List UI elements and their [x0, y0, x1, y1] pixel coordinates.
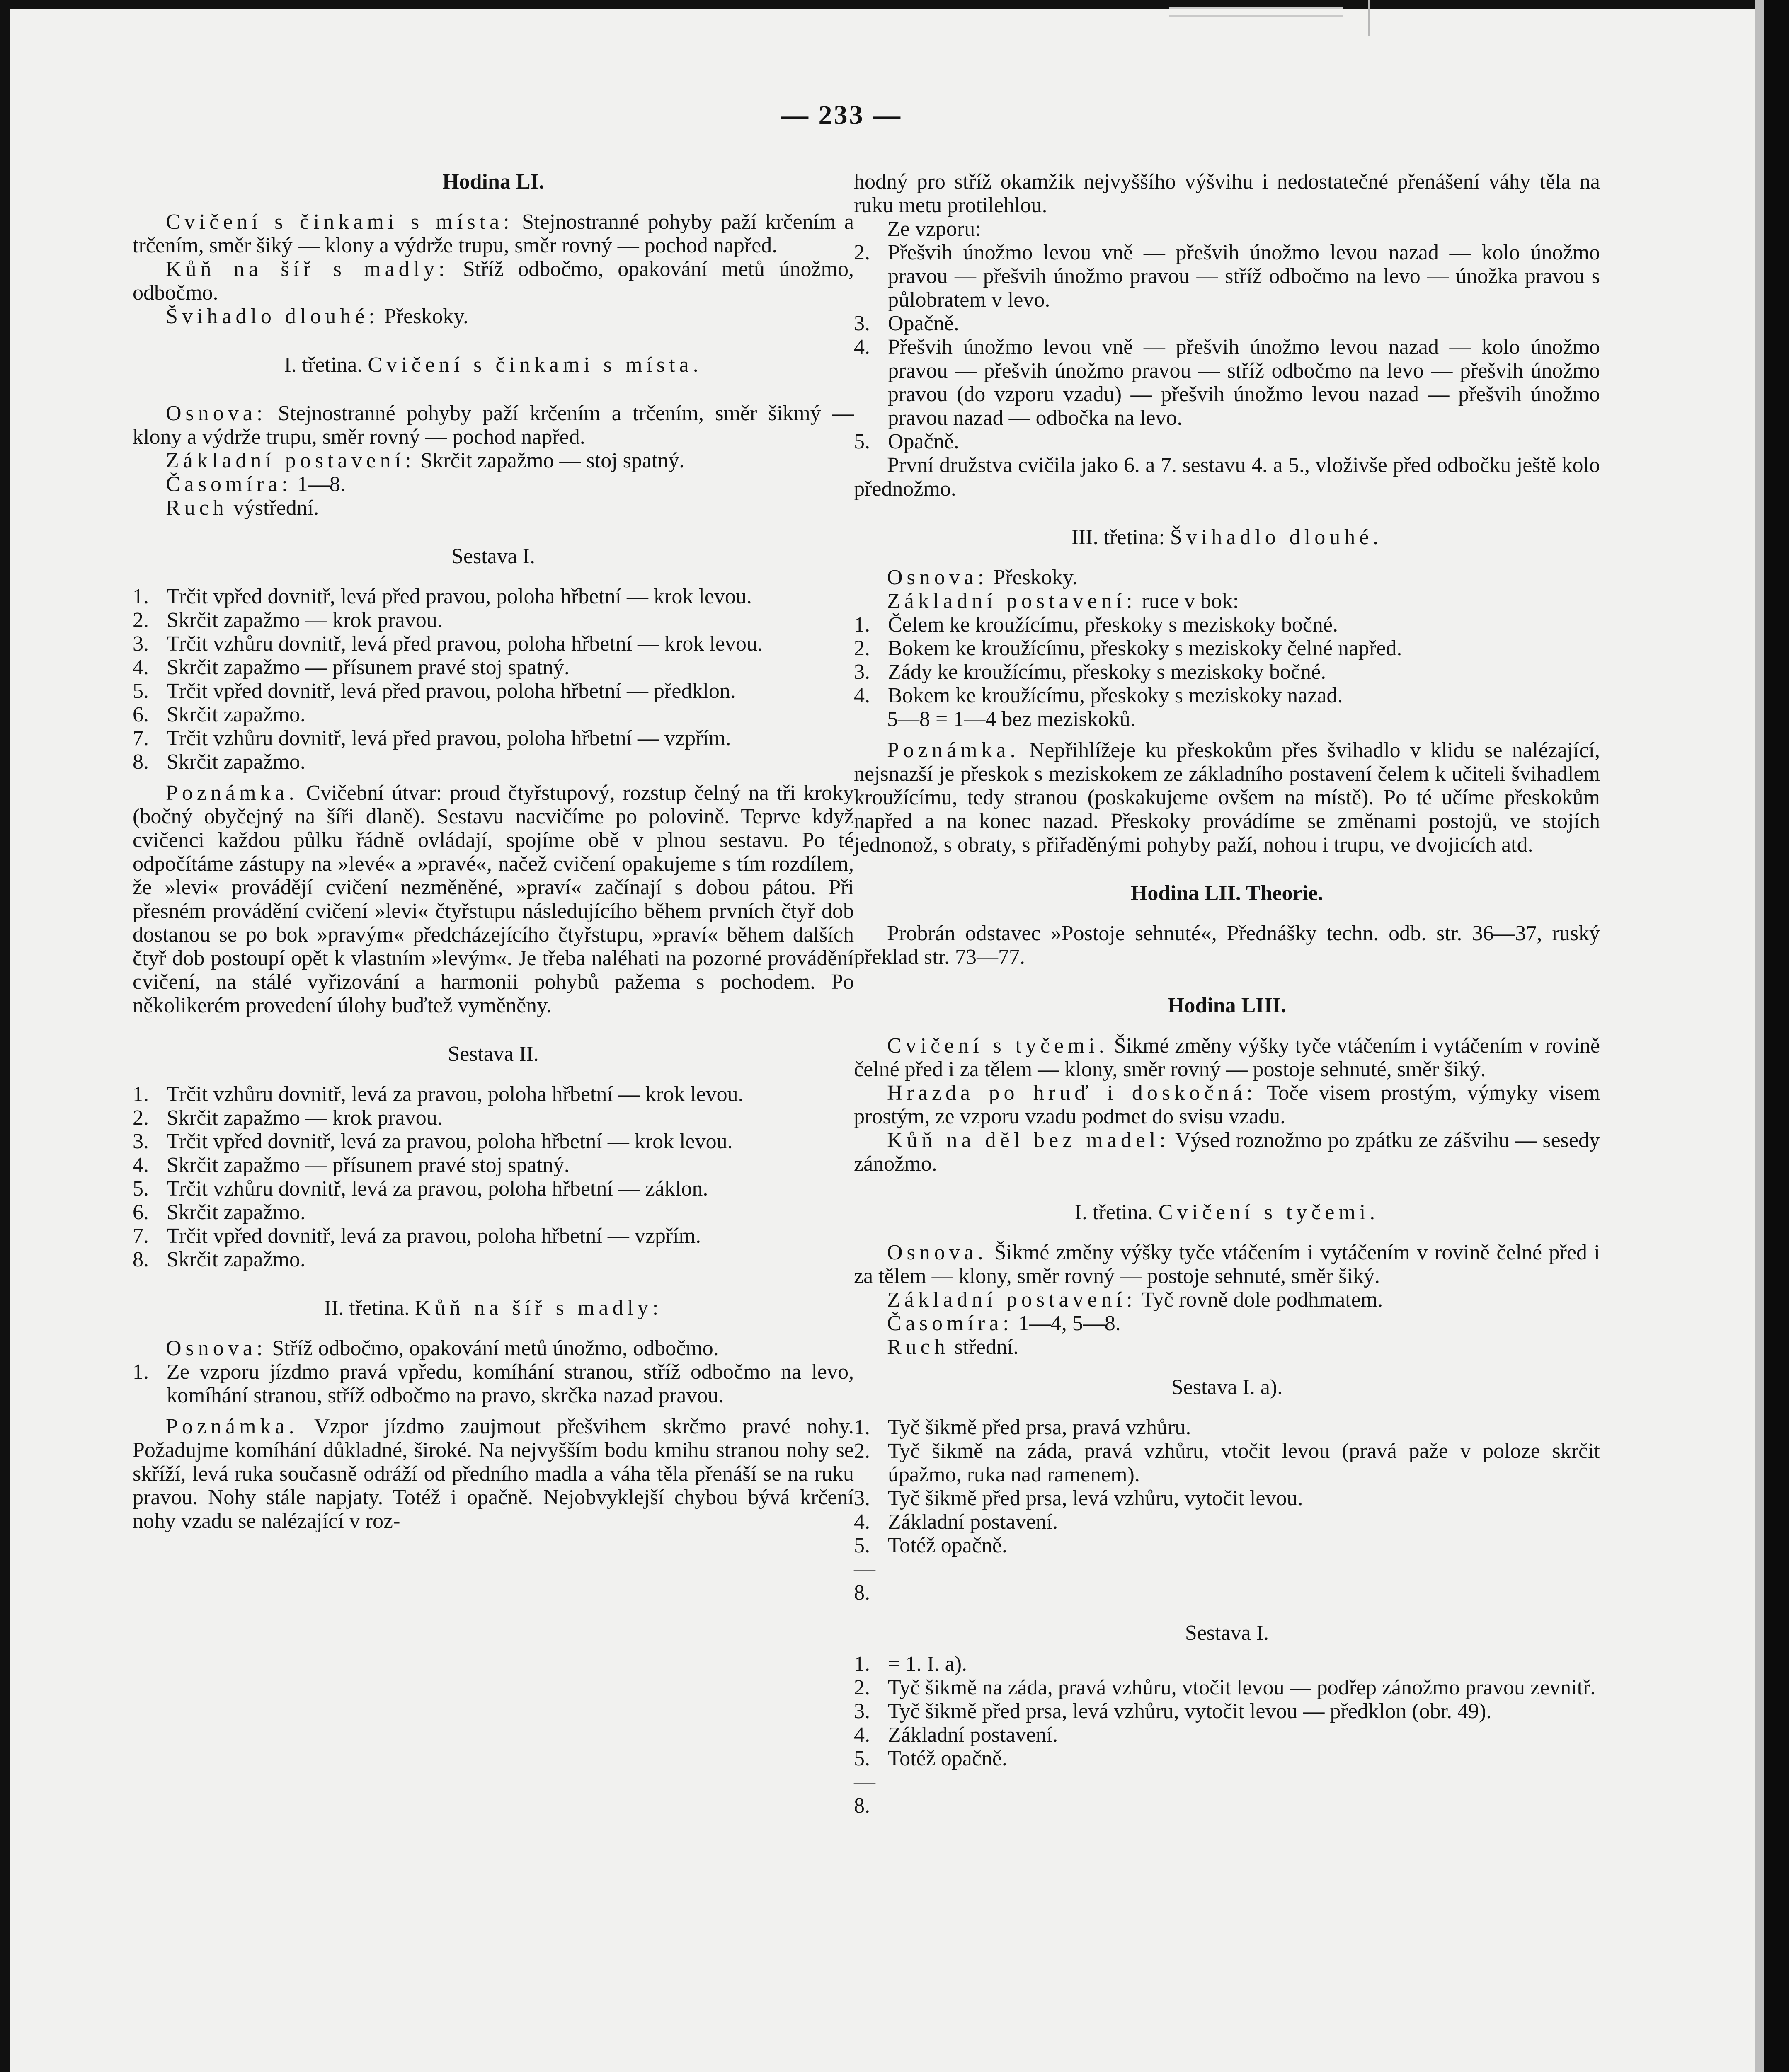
- third-2-title: Kůň na šíř s madly:: [415, 1296, 663, 1320]
- third-1-title: Cvičení s činkami s místa.: [368, 353, 703, 377]
- list-item-number: 5.—8.: [854, 1747, 875, 1818]
- list-item-text: Trčit vpřed dovnitř, levá za pravou, poloha hřbetní — krok levou.: [167, 1130, 733, 1153]
- third-l3-prefix: I. třetina.: [1074, 1201, 1153, 1224]
- intro-text-3: Přeskoky.: [384, 305, 469, 328]
- list-item-text: Bokem ke kroužícímu, přeskoky s meziskoky nazad.: [888, 684, 1343, 707]
- section-third-2: [133, 1296, 854, 1320]
- list-item-text: Skrčit zapažmo — krok pravou.: [167, 1106, 443, 1130]
- list-item: [854, 1676, 1600, 1699]
- hrazda-paragraph: [854, 1081, 1600, 1128]
- list-item: [133, 1224, 854, 1248]
- sestava-1-list: [133, 585, 854, 774]
- poznamka-2: [133, 1415, 854, 1533]
- scan-border-right-inner: [1755, 0, 1764, 2072]
- zakladni-4-line: [854, 1288, 1600, 1312]
- casomira-4-line: [854, 1312, 1600, 1335]
- poznamka-3-text: Nepřihlížeje ku přeskokům přes švihadlo v klidu se nalézající, nejsnazší je přeskok s meziskokem ze základního postavení čelem k učiteli švihadlem kroužícímu, tedy stranou (poskakujeme ovšem na místě). Po té učíme přeskokům napřed a na konec nazad. Přeskoky provádíme se změnami postojů, ve stojích jednonož, s obraty, s přiřaděnými pohyby paží, nohou i trupu, ve dvojicích atd.: [854, 738, 1600, 857]
- hrazda-text: Toče visem prostým, výmyky visem prostým, ze vzporu vzadu podmet do svisu vzadu.: [854, 1081, 1600, 1128]
- list-item-text: Skrčit zapažmo — přísunem pravé stoj spatný.: [167, 1153, 570, 1177]
- ruch-4-label: Ruch: [887, 1335, 949, 1359]
- section-third-l3: [854, 1201, 1600, 1224]
- list-item: [133, 1201, 854, 1224]
- list-item: [854, 613, 1600, 637]
- zakladni-3-line: [854, 589, 1600, 613]
- hrazda-label: Hrazda po hruď i doskočná:: [887, 1081, 1257, 1105]
- list-item-text: Skrčit zapažmo.: [167, 1248, 305, 1271]
- list-item: [133, 679, 854, 703]
- list-item-number: 1.: [133, 1360, 149, 1384]
- zakladni-paragraph: [133, 449, 854, 472]
- tyc-label: Cvičení s tyčemi.: [887, 1034, 1108, 1058]
- list-item-text: Totéž opačně.: [888, 1534, 1007, 1557]
- sestava-1-title: Sestava I.: [451, 545, 536, 568]
- list-item-text: Trčit vpřed dovnitř, levá za pravou, poloha hřbetní — vzpřím.: [167, 1224, 701, 1248]
- list-item: [854, 312, 1600, 335]
- list-item-number: 1.: [854, 613, 870, 637]
- list-item-number: 5.: [133, 679, 149, 703]
- list-item-number: 7.: [133, 1224, 149, 1248]
- list-item-text: Bokem ke kroužícímu, přeskoky s meziskoky čelné napřed.: [888, 637, 1402, 660]
- list-item-text: Trčit vpřed dovnitř, levá před pravou, poloha hřbetní — předklon.: [167, 679, 736, 703]
- intro-paragraph-2: [133, 257, 854, 305]
- sestava-2-title: Sestava II.: [448, 1042, 539, 1066]
- kun-list: [133, 1360, 854, 1407]
- sestava-i-title: Sestava I.: [1185, 1621, 1269, 1645]
- ruch-text: výstřední.: [233, 496, 319, 520]
- intro-paragraph-3: [133, 305, 854, 328]
- list-item-number: 3.: [133, 1130, 149, 1153]
- list-item-number: 2.: [854, 1439, 870, 1463]
- list-item-number: 4.: [133, 656, 149, 679]
- osnova-4-paragraph: [854, 1241, 1600, 1288]
- list-item-number: 6.: [133, 1201, 149, 1224]
- third-3-title: Švihadlo dlouhé.: [1170, 525, 1383, 549]
- kun-list-continued: [854, 241, 1600, 453]
- left-column: [133, 170, 854, 1533]
- svihadlo-list: [854, 613, 1600, 707]
- list-item: [133, 1153, 854, 1177]
- list-item: [133, 1177, 854, 1201]
- intro-label-1: Cvičení s činkami s místa:: [166, 210, 514, 234]
- list-item-number: 2.: [854, 637, 870, 660]
- poznamka-1-text: Cvičební útvar: proud čtyřstupový, rozstup čelný na tři kroky (bočný obyčejný na šíři dlaně). Sestavu nacvičíme po polovině. Teprve když cvičenci každou půlku řádně ovládají, spojíme obě v plnou sestavu. Po té odpočítáme zástupy na »levé« a »pravé«, načež cvičení opakujeme s tím rozdílem, že »levi« provádějí cvičení nezměněné, »praví« začínají s dobou pátou. Při přesném provádění cvičení »levi« čtyřstupu následujícího během prvních čtyř dob dostanou se po bok »pravým« předcházejícího čtyřstupu, »praví« během dalších čtyř dob postoupí opět k vlastním »levým«. Je třeba naléhati na pozorné provádění cvičení, na stálé vyřizování a harmonii pohybů pažema s pochodem. Po několikerém provedení úlohy buďtež vyměněny.: [133, 781, 854, 1017]
- list-item: [854, 1486, 1600, 1510]
- list-item: [133, 632, 854, 656]
- probran-paragraph: Probrán odstavec »Postoje sehnuté«, Přednášky techn. odb. str. 36—37, ruský překlad str. 73—77.: [854, 922, 1600, 969]
- rovnost-line: 5—8 = 1—4 bez meziskoků.: [887, 707, 1136, 731]
- list-item: [854, 1652, 1600, 1676]
- section-third-1: [133, 353, 854, 377]
- list-item-number: 1.: [133, 1082, 149, 1106]
- list-item: [133, 656, 854, 679]
- list-item-text: Skrčit zapažmo — přísunem pravé stoj spatný.: [167, 656, 570, 679]
- list-item-number: 4.: [854, 1510, 870, 1534]
- list-item-text: Přešvih únožmo levou vně — přešvih únožmo levou nazad — kolo únožmo pravou — přešvih únožmo pravou — stříž odbočmo na levo — přešvih únožmo pravou (do vzporu vzadu) — přešvih únožmo levou nazad — přešvih únožmo pravou nazad — odbočka na levo.: [888, 335, 1600, 430]
- zakladni-4-text: Tyč rovně dole podhmatem.: [1141, 1288, 1383, 1312]
- list-item-number: 3.: [854, 660, 870, 684]
- list-item: [854, 1699, 1600, 1723]
- list-item: [854, 1510, 1600, 1534]
- osnova-4-text: Šikmé změny výšky tyče vtáčením i vytáčením v rovině čelné před i za tělem — klony, směr rovný — postoje sehnuté, směr šiký.: [854, 1241, 1600, 1288]
- sestava-ia-title: Sestava I. a).: [1171, 1375, 1283, 1399]
- intro-text-1: Stejnostranné pohyby paží krčením a trčením, směr šiký — klony a výdrže trupu, směr rovný — pochod napřed.: [133, 210, 854, 257]
- osnova-2-label: Osnova:: [166, 1336, 267, 1360]
- list-item-text: Základní postavení.: [888, 1510, 1058, 1534]
- list-item-number: 1.: [133, 585, 149, 608]
- intro-text-2: Stříž odbočmo, opakování metů únožmo, odbočmo.: [133, 257, 854, 305]
- list-item: [854, 684, 1600, 707]
- list-item-number: 3.: [854, 1486, 870, 1510]
- list-item-text: Skrčit zapažmo — krok pravou.: [167, 608, 443, 632]
- list-item-text: Skrčit zapažmo.: [167, 750, 305, 774]
- third-2-prefix: II. třetina.: [324, 1296, 410, 1320]
- casomira-line: [133, 472, 854, 496]
- list-item: [133, 750, 854, 774]
- list-item-number: 2.: [854, 1676, 870, 1699]
- right-column: [854, 170, 1600, 1818]
- poznamka-3-label: Poznámka.: [887, 738, 1020, 762]
- casomira-4-label: Časomíra:: [887, 1312, 1013, 1335]
- list-item-number: 3.: [854, 312, 870, 335]
- kun-label: Kůň na děl bez madel:: [887, 1128, 1170, 1152]
- list-item: [854, 660, 1600, 684]
- osnova-2-text: Stříž odbočmo, opakování metů únožmo, odbočmo.: [272, 1336, 719, 1360]
- list-item-text: Základní postavení.: [888, 1723, 1058, 1747]
- kun-text: Výsed roznožmo po zpátku ze zášvihu — sesedy zánožmo.: [854, 1128, 1600, 1176]
- list-item: [854, 241, 1600, 312]
- osnova-2-paragraph: [133, 1336, 854, 1360]
- list-item-number: 4.: [854, 335, 870, 359]
- list-item-text: Tyč šikmě na záda, pravá vzhůru, vtočit levou (pravá paže v poloze skrčit úpažmo, ruka nad ramenem).: [888, 1439, 1600, 1486]
- osnova-3-line: [854, 566, 1600, 589]
- list-item: [854, 1747, 1600, 1818]
- osnova-4-label: Osnova.: [887, 1241, 987, 1264]
- intro-label-3: Švihadlo dlouhé:: [166, 305, 379, 328]
- poznamka-1-label: Poznámka.: [166, 781, 298, 805]
- list-item: [133, 1360, 854, 1407]
- list-item-text: Opačně.: [888, 312, 959, 335]
- kun-paragraph: [854, 1128, 1600, 1176]
- scan-border-left: [0, 0, 10, 2072]
- list-item: [133, 1248, 854, 1271]
- list-item-number: 7.: [133, 726, 149, 750]
- zakladni-3-text: ruce v bok:: [1142, 589, 1239, 613]
- third-l3-title: Cvičení s tyčemi.: [1158, 1201, 1379, 1224]
- intro-paragraph-1: [133, 210, 854, 257]
- list-item: [854, 430, 1600, 453]
- list-item-number: 1.: [854, 1652, 870, 1676]
- tyc-paragraph: [854, 1034, 1600, 1081]
- list-item-text: Tyč šikmě před prsa, levá vzhůru, vytočit levou.: [888, 1486, 1303, 1510]
- poznamka-2-label: Poznámka.: [166, 1415, 298, 1438]
- list-item-number: 8.: [133, 1248, 149, 1271]
- section-third-3: [854, 525, 1600, 549]
- osnova-3-text: Přeskoky.: [993, 566, 1078, 589]
- list-item-number: 2.: [133, 608, 149, 632]
- ruch-4-text: střední.: [954, 1335, 1019, 1359]
- ruch-line: [133, 496, 854, 520]
- osnova-3-label: Osnova:: [887, 566, 988, 589]
- list-item: [854, 1416, 1600, 1439]
- list-item-number: 2.: [133, 1106, 149, 1130]
- scan-border-top: [0, 0, 1789, 9]
- list-item-text: Čelem ke kroužícímu, přeskoky s meziskoky bočné.: [888, 613, 1338, 637]
- sestava-i-list: [854, 1652, 1600, 1818]
- list-item-number: 1.: [854, 1416, 870, 1439]
- list-item: [854, 335, 1600, 430]
- list-item-text: Ze vzporu jízdmo pravá vpředu, komíhání stranou, stříž odbočmo na levo, komíhání stranou, stříž odbočmo na pravo, skrčka nazad pravou.: [167, 1360, 854, 1407]
- list-item-number: 4.: [133, 1153, 149, 1177]
- ruch-label: Ruch: [166, 496, 228, 520]
- zakladni-text: Skrčit zapažmo — stoj spatný.: [420, 449, 685, 472]
- intro-label-2: Kůň na šíř s madly:: [166, 257, 449, 281]
- list-item-number: 5.—8.: [854, 1534, 875, 1605]
- list-item: [133, 1130, 854, 1153]
- list-item: [133, 608, 854, 632]
- casomira-4-text: 1—4, 5—8.: [1018, 1312, 1121, 1335]
- list-item: [133, 703, 854, 726]
- list-item-text: Trčit vzhůru dovnitř, levá za pravou, poloha hřbetní — záklon.: [167, 1177, 708, 1201]
- sestava-2-list: [133, 1082, 854, 1271]
- prvni-druzstva-paragraph: První družstva cvičila jako 6. a 7. sestavu 4. a 5., vloživše před odbočku ještě kolo přednožmo.: [854, 453, 1600, 501]
- zakladni-3-label: Základní postavení:: [887, 589, 1137, 613]
- list-item-text: Tyč šikmě před prsa, levá vzhůru, vytočit levou — předklon (obr. 49).: [888, 1699, 1492, 1723]
- list-item-number: 3.: [854, 1699, 870, 1723]
- zakladni-label: Základní postavení:: [166, 449, 415, 472]
- list-item-text: Opačně.: [888, 430, 959, 453]
- list-item-number: 2.: [854, 241, 870, 264]
- list-item-text: Trčit vzhůru dovnitř, levá před pravou, poloha hřbetní — krok levou.: [167, 632, 763, 656]
- third-1-prefix: I. třetina.: [284, 353, 363, 377]
- casomira-label: Časomíra:: [166, 472, 292, 496]
- list-item-text: Trčit vpřed dovnitř, levá před pravou, poloha hřbetní — krok levou.: [167, 585, 752, 608]
- tyc-text: Šikmé změny výšky tyče vtáčením i vytáčením v rovině čelné před i za tělem — klony, směr rovný — postoje sehnuté, směr šiký.: [854, 1034, 1600, 1081]
- osnova-label: Osnova:: [166, 402, 267, 425]
- list-item-text: Skrčit zapažmo.: [167, 1201, 305, 1224]
- list-item: [133, 1106, 854, 1130]
- casomira-text: 1—8.: [297, 472, 346, 496]
- list-item: [854, 637, 1600, 660]
- list-item: [133, 585, 854, 608]
- list-item: [854, 1534, 1600, 1605]
- list-item-number: 6.: [133, 703, 149, 726]
- list-item-text: Trčit vzhůru dovnitř, levá za pravou, poloha hřbetní — krok levou.: [167, 1082, 744, 1106]
- list-item-text: = 1. I. a).: [888, 1652, 967, 1676]
- list-item-text: Totéž opačně.: [888, 1747, 1007, 1770]
- page-number: — 233 —: [781, 100, 902, 130]
- heading-lesson-51: Hodina LI.: [442, 170, 544, 194]
- ze-vzporu-line: Ze vzporu:: [887, 217, 981, 241]
- list-item-number: 3.: [133, 632, 149, 656]
- library-stamp: [1152, 0, 1370, 36]
- list-item-number: 4.: [854, 684, 870, 707]
- list-item-number: 8.: [133, 750, 149, 774]
- osnova-text: Stejnostranné pohyby paží krčením a trčením, směr šikmý — klony a výdrže trupu, směr rovný — pochod napřed.: [133, 402, 854, 449]
- ruch-4-line: [854, 1335, 1600, 1359]
- list-item: [854, 1439, 1600, 1486]
- list-item: [854, 1723, 1600, 1747]
- poznamka-1: [133, 781, 854, 1017]
- list-item: [133, 726, 854, 750]
- list-item: [133, 1082, 854, 1106]
- poznamka-3: [854, 738, 1600, 857]
- list-item-number: 4.: [854, 1723, 870, 1747]
- scan-border-right: [1764, 0, 1789, 2072]
- list-item-number: 5.: [133, 1177, 149, 1201]
- continuation-paragraph: hodný pro stříž okamžik nejvyššího výšvihu i nedostatečné přenášení váhy těla na ruku metu protilehlou.: [854, 170, 1600, 217]
- third-3-prefix: III. třetina:: [1071, 525, 1165, 549]
- heading-lesson-52: Hodina LII. Theorie.: [1130, 881, 1324, 905]
- list-item-text: Tyč šikmě před prsa, pravá vzhůru.: [888, 1416, 1191, 1439]
- list-item-text: Zády ke kroužícímu, přeskoky s meziskoky bočné.: [888, 660, 1326, 684]
- heading-lesson-53: Hodina LIII.: [1167, 994, 1287, 1017]
- list-item-text: Trčit vzhůru dovnitř, levá před pravou, poloha hřbetní — vzpřím.: [167, 726, 731, 750]
- zakladni-4-label: Základní postavení:: [887, 1288, 1137, 1312]
- list-item-number: 5.: [854, 430, 870, 453]
- list-item-text: Skrčit zapažmo.: [167, 703, 305, 726]
- list-item-text: Tyč šikmě na záda, pravá vzhůru, vtočit levou — podřep zánožmo pravou zevnitř.: [888, 1676, 1596, 1699]
- poznamka-2-text: Vzpor jízdmo zaujmout přešvihem skrčmo pravé nohy. Požadujme komíhání důkladné, široké. Na nejvyšším bodu kmihu stranou nohy se skříží, levá ruka současně odráží od předního madla a váha těla přenáší se na ruku pravou. Nohy stále napjaty. Totéž i opačně. Nejobvyklejší chybou bývá krčení nohy vzadu se nalézající v roz-: [133, 1415, 854, 1533]
- sestava-ia-list: [854, 1416, 1600, 1605]
- osnova-paragraph: [133, 402, 854, 449]
- list-item-text: Přešvih únožmo levou vně — přešvih únožmo levou nazad — kolo únožmo pravou — přešvih únožmo pravou — stříž odbočmo na levo — únožka pravou s půlobratem v levo.: [888, 241, 1600, 312]
